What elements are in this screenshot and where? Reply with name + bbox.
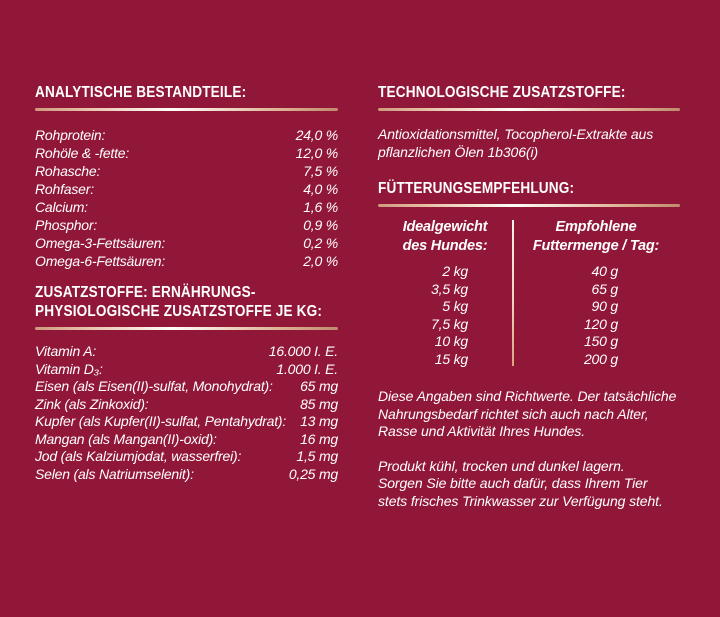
item-label: Omega-6-Fettsäuren:: [35, 253, 166, 269]
weight-value: 3,5 kg: [431, 280, 468, 297]
item-label: Vitamin D₃:: [35, 360, 103, 377]
list-item: [35, 431, 338, 449]
item-label: Rohasche:: [35, 163, 101, 179]
list-item: [35, 378, 338, 396]
item-label: Rohfaser:: [35, 181, 94, 197]
item-label: Omega-3-Fettsäuren:: [35, 235, 166, 251]
item-label: Jod (als Kalziumjodat, wasserfrei):: [35, 448, 242, 464]
nutritional-additives-list: [35, 343, 338, 483]
right-column: [378, 83, 680, 510]
table-cell: [378, 263, 512, 281]
list-item: [35, 448, 338, 466]
table-cell: [512, 316, 680, 334]
item-value: 13 mg: [300, 413, 338, 429]
item-value: 0,2 %: [303, 235, 338, 251]
item-value: 12,0 %: [295, 145, 338, 161]
item-value: 0,9 %: [303, 217, 338, 233]
header-line: Idealgewicht: [402, 219, 488, 235]
weight-value: 15 kg: [434, 350, 468, 367]
item-label: Calcium:: [35, 199, 88, 215]
nutritional-additives-heading-line2: PHYSIOLOGISCHE ZUSATZSTOFFE JE KG:: [35, 303, 323, 320]
item-value: 85 mg: [300, 395, 338, 412]
feeding-table: [378, 218, 680, 368]
heading-rule: [378, 204, 680, 207]
item-value: 65 mg: [300, 378, 338, 394]
feeding-table-weight-column: [378, 218, 512, 368]
technological-additives-heading: TECHNOLOGISCHE ZUSATZSTOFFE:: [378, 84, 626, 101]
weight-values: [378, 263, 512, 368]
amount-value: 90 g: [591, 298, 618, 314]
item-label: Phosphor:: [35, 217, 98, 233]
item-label: Eisen (als Eisen(II)-sulfat, Monohydrat):: [35, 378, 273, 394]
table-cell: [378, 281, 512, 299]
nutritional-additives-heading-line1: ZUSATZSTOFFE: ERNÄHRUNGS-: [35, 284, 256, 301]
text-line: Antioxidationsmittel, Tocopherol-Extrakte aus: [378, 126, 654, 142]
table-cell: [512, 281, 680, 299]
list-item: [35, 361, 338, 379]
table-cell: [378, 351, 512, 369]
table-cell: [378, 298, 512, 316]
text-line: stets frisches Trinkwasser zur Verfügung steht.: [378, 492, 663, 509]
text-line: Nahrungsbedarf richtet sich auch nach Alter,: [378, 405, 649, 422]
list-item: [35, 343, 338, 361]
analytical-constituents-list: [35, 126, 338, 270]
list-item: [35, 180, 338, 198]
weight-value: 2 kg: [442, 263, 468, 279]
item-value: 1.000 I. E.: [276, 360, 338, 377]
header-line: des Hundes:: [402, 238, 488, 254]
list-item: [35, 162, 338, 180]
text-line: Diese Angaben sind Richtwerte. Der tatsächliche: [378, 388, 677, 404]
weight-value: 10 kg: [434, 333, 468, 349]
list-item: [35, 198, 338, 216]
feeding-table-amount-column: [512, 218, 680, 368]
item-value: 16.000 I. E.: [268, 343, 338, 359]
header-line: Futtermenge / Tag:: [532, 238, 660, 254]
item-value: 7,5 %: [303, 163, 338, 179]
item-label: Mangan (als Mangan(II)-oxid):: [35, 430, 217, 447]
item-value: 1,5 mg: [296, 448, 338, 464]
table-cell: [512, 298, 680, 316]
table-divider-line: [512, 220, 514, 366]
text-line: pflanzlichen Ölen 1b306(i): [378, 144, 539, 160]
heading-rule: [378, 108, 680, 111]
item-value: 24,0 %: [295, 127, 338, 143]
heading-rule: [35, 108, 338, 111]
header-line: Empfohlene: [555, 219, 637, 235]
amount-column-header: [512, 218, 680, 256]
list-item: [35, 144, 338, 162]
text-line: Produkt kühl, trocken und dunkel lagern.: [378, 457, 625, 474]
list-item: [35, 234, 338, 252]
left-column: [35, 83, 338, 483]
item-value: 16 mg: [300, 430, 338, 447]
table-cell: [512, 263, 680, 281]
item-label: Selen (als Natriumselenit):: [35, 465, 194, 482]
table-cell: [378, 316, 512, 334]
weight-value: 5 kg: [442, 298, 468, 314]
list-item: [35, 413, 338, 431]
weight-value: 7,5 kg: [431, 315, 468, 332]
amount-value: 65 g: [591, 280, 618, 297]
amount-values: [512, 263, 680, 368]
item-label: Rohprotein:: [35, 127, 106, 143]
storage-instructions: [378, 458, 680, 511]
item-label: Rohöle & -fette:: [35, 145, 130, 161]
amount-value: 120 g: [583, 315, 618, 332]
item-label: Vitamin A:: [35, 343, 97, 359]
item-value: 1,6 %: [303, 199, 338, 215]
text-line: Sorgen Sie bitte auch dafür, dass Ihrem Tier: [378, 475, 648, 491]
analytical-constituents-heading: ANALYTISCHE BESTANDTEILE:: [35, 84, 247, 101]
technological-additives-text: [378, 125, 680, 161]
table-cell: [512, 333, 680, 351]
amount-value: 150 g: [583, 333, 618, 349]
item-value: 0,25 mg: [288, 465, 338, 482]
table-cell: [512, 351, 680, 369]
amount-value: 200 g: [583, 350, 618, 367]
amount-value: 40 g: [591, 263, 618, 279]
item-value: 2,0 %: [303, 253, 338, 269]
item-label: Kupfer (als Kupfer(II)-sulfat, Pentahydrat):: [35, 413, 287, 429]
text-line: Rasse und Aktivität Ihres Hundes.: [378, 423, 586, 439]
list-item: [35, 126, 338, 144]
heading-rule: [35, 327, 338, 330]
list-item: [35, 216, 338, 234]
list-item: [35, 252, 338, 270]
list-item: [35, 396, 338, 414]
item-label: Zink (als Zinkoxid):: [35, 395, 149, 412]
feeding-recommendation-heading: FÜTTERUNGSEMPFEHLUNG:: [378, 180, 575, 197]
weight-column-header: [378, 218, 512, 256]
item-value: 4,0 %: [303, 181, 338, 197]
guideline-note: [378, 388, 680, 441]
list-item: [35, 466, 338, 484]
table-cell: [378, 333, 512, 351]
